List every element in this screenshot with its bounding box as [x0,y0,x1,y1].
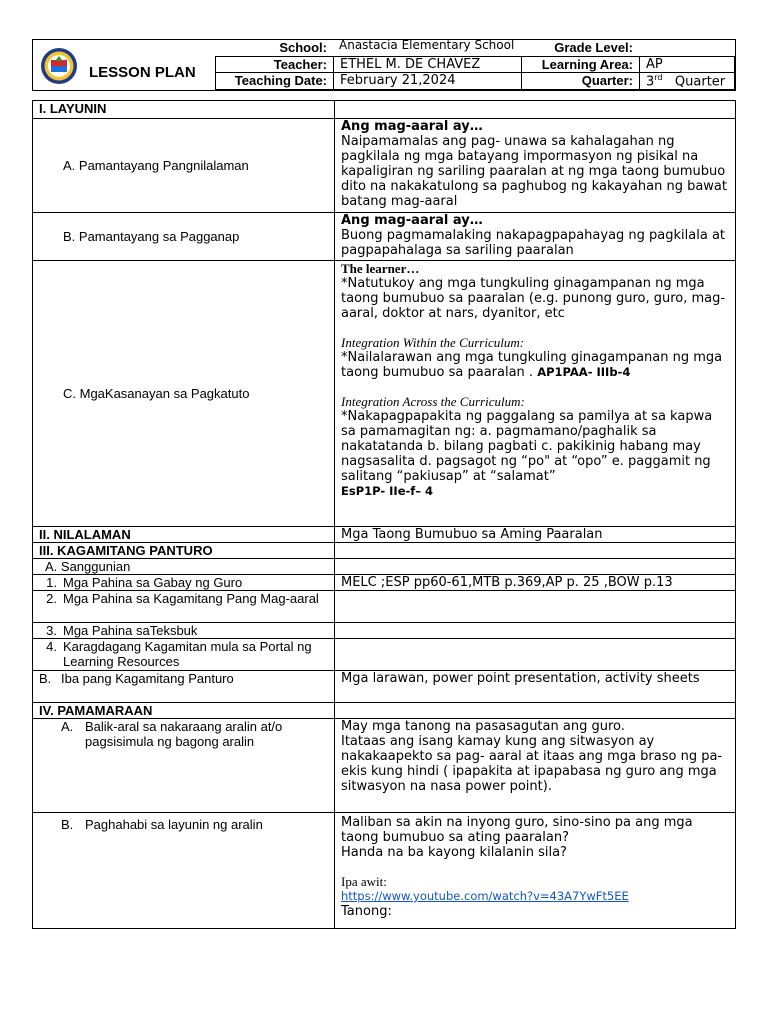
cell-empty [335,559,736,575]
teaching-date-value: February 21,2024 [333,72,522,90]
learning-area-value: AP [639,56,735,73]
logo-cell [33,40,215,90]
label-balik-aral: A. Balik-aral sa nakaraang aralin at/o pagsisimula ng bagong aralin [33,719,335,813]
lesson-plan-header [32,39,736,91]
row-teksbuk [33,623,736,639]
quarter-label: Quarter: [521,72,640,90]
teaching-date-label: Teaching Date: [215,72,334,90]
iba-pang-kagamitan-value: Mga larawan, power point presentation, activity sheets [335,671,736,703]
label-gabay-guro: 1. Mga Pahina sa Gabay ng Guro [33,575,335,591]
quarter-value: 3rd Quarter [639,72,735,90]
label-pamantayang-pagganap: B. Pamantayang sa Pagganap [33,213,335,261]
lesson-plan-title: LESSON PLAN [89,64,196,81]
lead-text: Ang mag-aaral ay… [341,119,483,134]
nilalaman-value: Mga Taong Bumubuo sa Aming Paaralan [335,527,736,543]
cell-empty [335,623,736,639]
row-kagamitang-mag-aaral [33,591,736,623]
body-text: Naipamamalas ang pag- unawa sa kahalagahan ng pagkilala ng mga batayang impormasyon ng pisikal na kapaligiran ng sariling paaralan at ng mga taong bumubuo dito na nakakatulong sa paghubog ng kakayahan ng bawat batang mag-aaral [341,134,727,209]
cell-empty [335,639,736,671]
row-pamantayang-pagganap [33,213,736,261]
row-sanggunian [33,559,736,575]
section-layunin: I. LAYUNIN [33,101,335,119]
competency-text-2: *Nailalarawan ang mga tungkuling ginagampanan ng mga taong bumubuo sa paaralan . AP1PAA- IIIb-4 [341,350,723,380]
row-pamamaraan [33,703,736,719]
body-text: Itataas ang isang kamay kung ang sitwasyon ay nakakaapekto sa pag- aaral at itaas ang mga braso ng pa- ekis kung hindi ( ipapakita at ipapabasa ng guro ang mga sitwasyon na nasa power point). [341,734,723,794]
teacher-label: Teacher: [215,56,334,73]
ipa-awit-label: Ipa awit: [341,874,387,889]
gabay-guro-value: MELC ;ESP pp60-61,MTB p.369,AP p. 25 ,BOW p.13 [335,575,736,591]
label-iba-pang-kagamitan: B. Iba pang Kagamitang Panturo [33,671,335,703]
competency-text-1: *Natutukoy ang mga tungkuling ginagampanan ng mga taong bumubuo sa paaralan (e.g. punong guro, guro, mag-aaral, doktor at nars, dyanitor, etc [341,276,726,321]
body-text: Maliban sa akin na inyong guro, sino-sino pa ang mga taong bumubuo sa ating paaralan? [341,815,693,845]
row-pamantayang-pangnilalaman [33,119,736,213]
section-nilalaman: II. NILALAMAN [33,527,335,543]
integration-across-label: Integration Across the Curriculum: [341,394,525,409]
row-portal [33,639,736,671]
label-sanggunian: A. Sanggunian [33,559,335,575]
competency-code-3: EsP1P- IIe-f– 4 [341,484,434,498]
cell-balik-aral [335,719,736,813]
cell-pamantayang-pagganap [335,213,736,261]
learner-lead: The learner… [341,261,420,276]
row-paghahabi [33,813,736,929]
row-kasanayan [33,261,736,527]
cell-kasanayan [335,261,736,527]
tanong-label: Tanong: [341,904,392,919]
label-teksbuk: 3. Mga Pahina saTeksbuk [33,623,335,639]
teacher-value: ETHEL M. DE CHAVEZ [333,56,522,73]
cell-empty [335,101,736,119]
row-iba-pang-kagamitan [33,671,736,703]
row-balik-aral [33,719,736,813]
youtube-link[interactable]: https://www.youtube.com/watch?v=43A7YwFt5EE [341,889,629,903]
label-portal: 4. Karagdagang Kagamitan mula sa Portal ng Learning Resources [33,639,335,671]
body-text: Handa na ba kayong kilalanin sila? [341,845,567,860]
section-pamamaraan: IV. PAMAMARAAN [33,703,335,719]
school-value: Anastacia Elementary School [339,38,515,52]
row-kagamitan [33,543,736,559]
label-pamantayang-pangnilalaman: A. Pamantayang Pangnilalaman [33,119,335,213]
row-gabay-guro [33,575,736,591]
body-text: May mga tanong na pasasagutan ang guro. [341,719,625,734]
row-layunin [33,101,736,119]
section-kagamitan: III. KAGAMITANG PANTURO [33,543,335,559]
label-kasanayan: C. MgaKasanayan sa Pagkatuto [33,261,335,527]
integration-within-label: Integration Within the Curriculum: [341,335,525,350]
body-text: Buong pagmamalaking nakapagpapahayag ng pagkilala at pagpapahalaga sa sariling paaralan [341,228,726,258]
cell-empty [335,591,736,623]
label-kagamitang-mag-aaral: 2. Mga Pahina sa Kagamitang Pang Mag-aaral [33,591,335,623]
school-label: School: [279,40,327,55]
learning-area-label: Learning Area: [521,56,640,73]
cell-empty [335,703,736,719]
school-seal-icon [40,47,78,85]
label-paghahabi: B. Paghahabi sa layunin ng aralin [33,813,335,929]
lesson-plan-table [32,100,736,929]
competency-code-2: AP1PAA- IIIb-4 [537,365,631,379]
lead-text: Ang mag-aaral ay… [341,213,483,228]
cell-paghahabi [335,813,736,929]
grade-level-value [639,40,735,56]
row-nilalaman [33,527,736,543]
competency-text-3: *Nakapagpapakita ng paggalang sa pamilya at sa kapwa sa pamamagitan ng: a. pagmamano/paghalik sa nakatatanda b. bilang pagbati c. pakikinig habang may nagsasalita d. pagsagot ng “po" at “opo” e. paggamit ng salitang “pakiusap” at “salamat” [341,409,713,484]
grade-level-label: Grade Level: [554,40,633,55]
cell-pamantayang-pangnilalaman [335,119,736,213]
cell-empty [335,543,736,559]
